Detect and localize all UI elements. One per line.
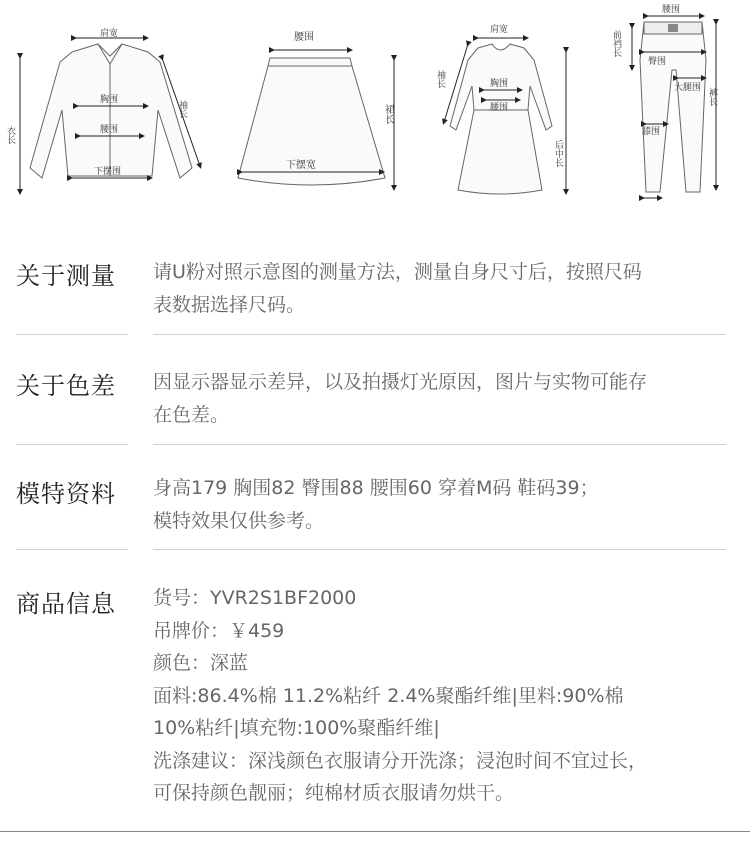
dress-sleeve-label: 袖长 <box>435 70 445 88</box>
pants-front-rise-label: 前裆长 <box>611 30 621 57</box>
bottom-divider <box>0 831 750 832</box>
shirt-illustration <box>30 44 192 178</box>
shirt-sleeve-label: 袖长 <box>177 100 187 118</box>
color-heading: 关于色差 <box>16 372 116 400</box>
divider <box>16 549 128 550</box>
divider <box>153 444 726 445</box>
pants-illustration <box>640 22 706 192</box>
dress-back-length-label: 后中长 <box>553 140 563 167</box>
dress-chest-label: 胸围 <box>490 79 509 89</box>
color-text: 因显示器显示差异，以及拍摄灯光原因，图片与实物可能存 在色差。 <box>153 371 648 426</box>
divider <box>16 334 128 335</box>
skirt-hem-label: 下摆宽 <box>286 160 316 171</box>
dress-illustration <box>450 44 552 194</box>
divider <box>153 334 726 335</box>
pants-thigh-label: 大腿围 <box>674 83 702 93</box>
skirt-waist-label: 腰围 <box>294 32 314 43</box>
measurement-diagram <box>0 0 750 215</box>
model-heading: 模特资料 <box>16 480 116 508</box>
divider <box>153 549 726 550</box>
measurement-heading: 关于测量 <box>16 262 116 290</box>
dress-shoulder-label: 肩宽 <box>490 25 509 35</box>
pants-length-label: 裤长 <box>707 88 717 106</box>
shirt-chest-label: 胸围 <box>100 95 119 105</box>
shirt-hem-label: 下摆围 <box>94 167 122 177</box>
pants-waist-label: 腰围 <box>662 5 681 15</box>
pants-knee-label: 膝围 <box>642 127 661 137</box>
model-text: 身高179 胸围82 臀围88 腰围60 穿着M码 鞋码39； 模特效果仅供参考。 <box>153 477 599 532</box>
measurement-text: 请U粉对照示意图的测量方法，测量自身尺寸后，按照尺码 表数据选择尺码。 <box>153 261 642 316</box>
divider <box>16 444 128 445</box>
shirt-length-label: 衣长 <box>5 126 15 144</box>
product-text: 货号：YVR2S1BF2000 吊牌价：￥459 颜色：深蓝 面料:86.4%棉 11.2%粘纤 2.4%聚酯纤维|里料:90%棉 10%粘纤|填充物:100%聚酯纤维| 洗涤建议：深浅颜色衣服请分开洗涤；浸泡时间不宜过长， 可保持颜色靓丽；纯棉材质衣服请勿烘干。 <box>153 587 648 804</box>
shirt-shoulder-label: 肩宽 <box>100 29 119 39</box>
dress-waist-label: 腰围 <box>490 103 509 113</box>
skirt-length-label: 裙长 <box>382 104 394 124</box>
product-heading: 商品信息 <box>16 590 116 618</box>
shirt-waist-label: 腰围 <box>100 125 119 135</box>
pants-hip-label: 臀围 <box>648 57 667 67</box>
